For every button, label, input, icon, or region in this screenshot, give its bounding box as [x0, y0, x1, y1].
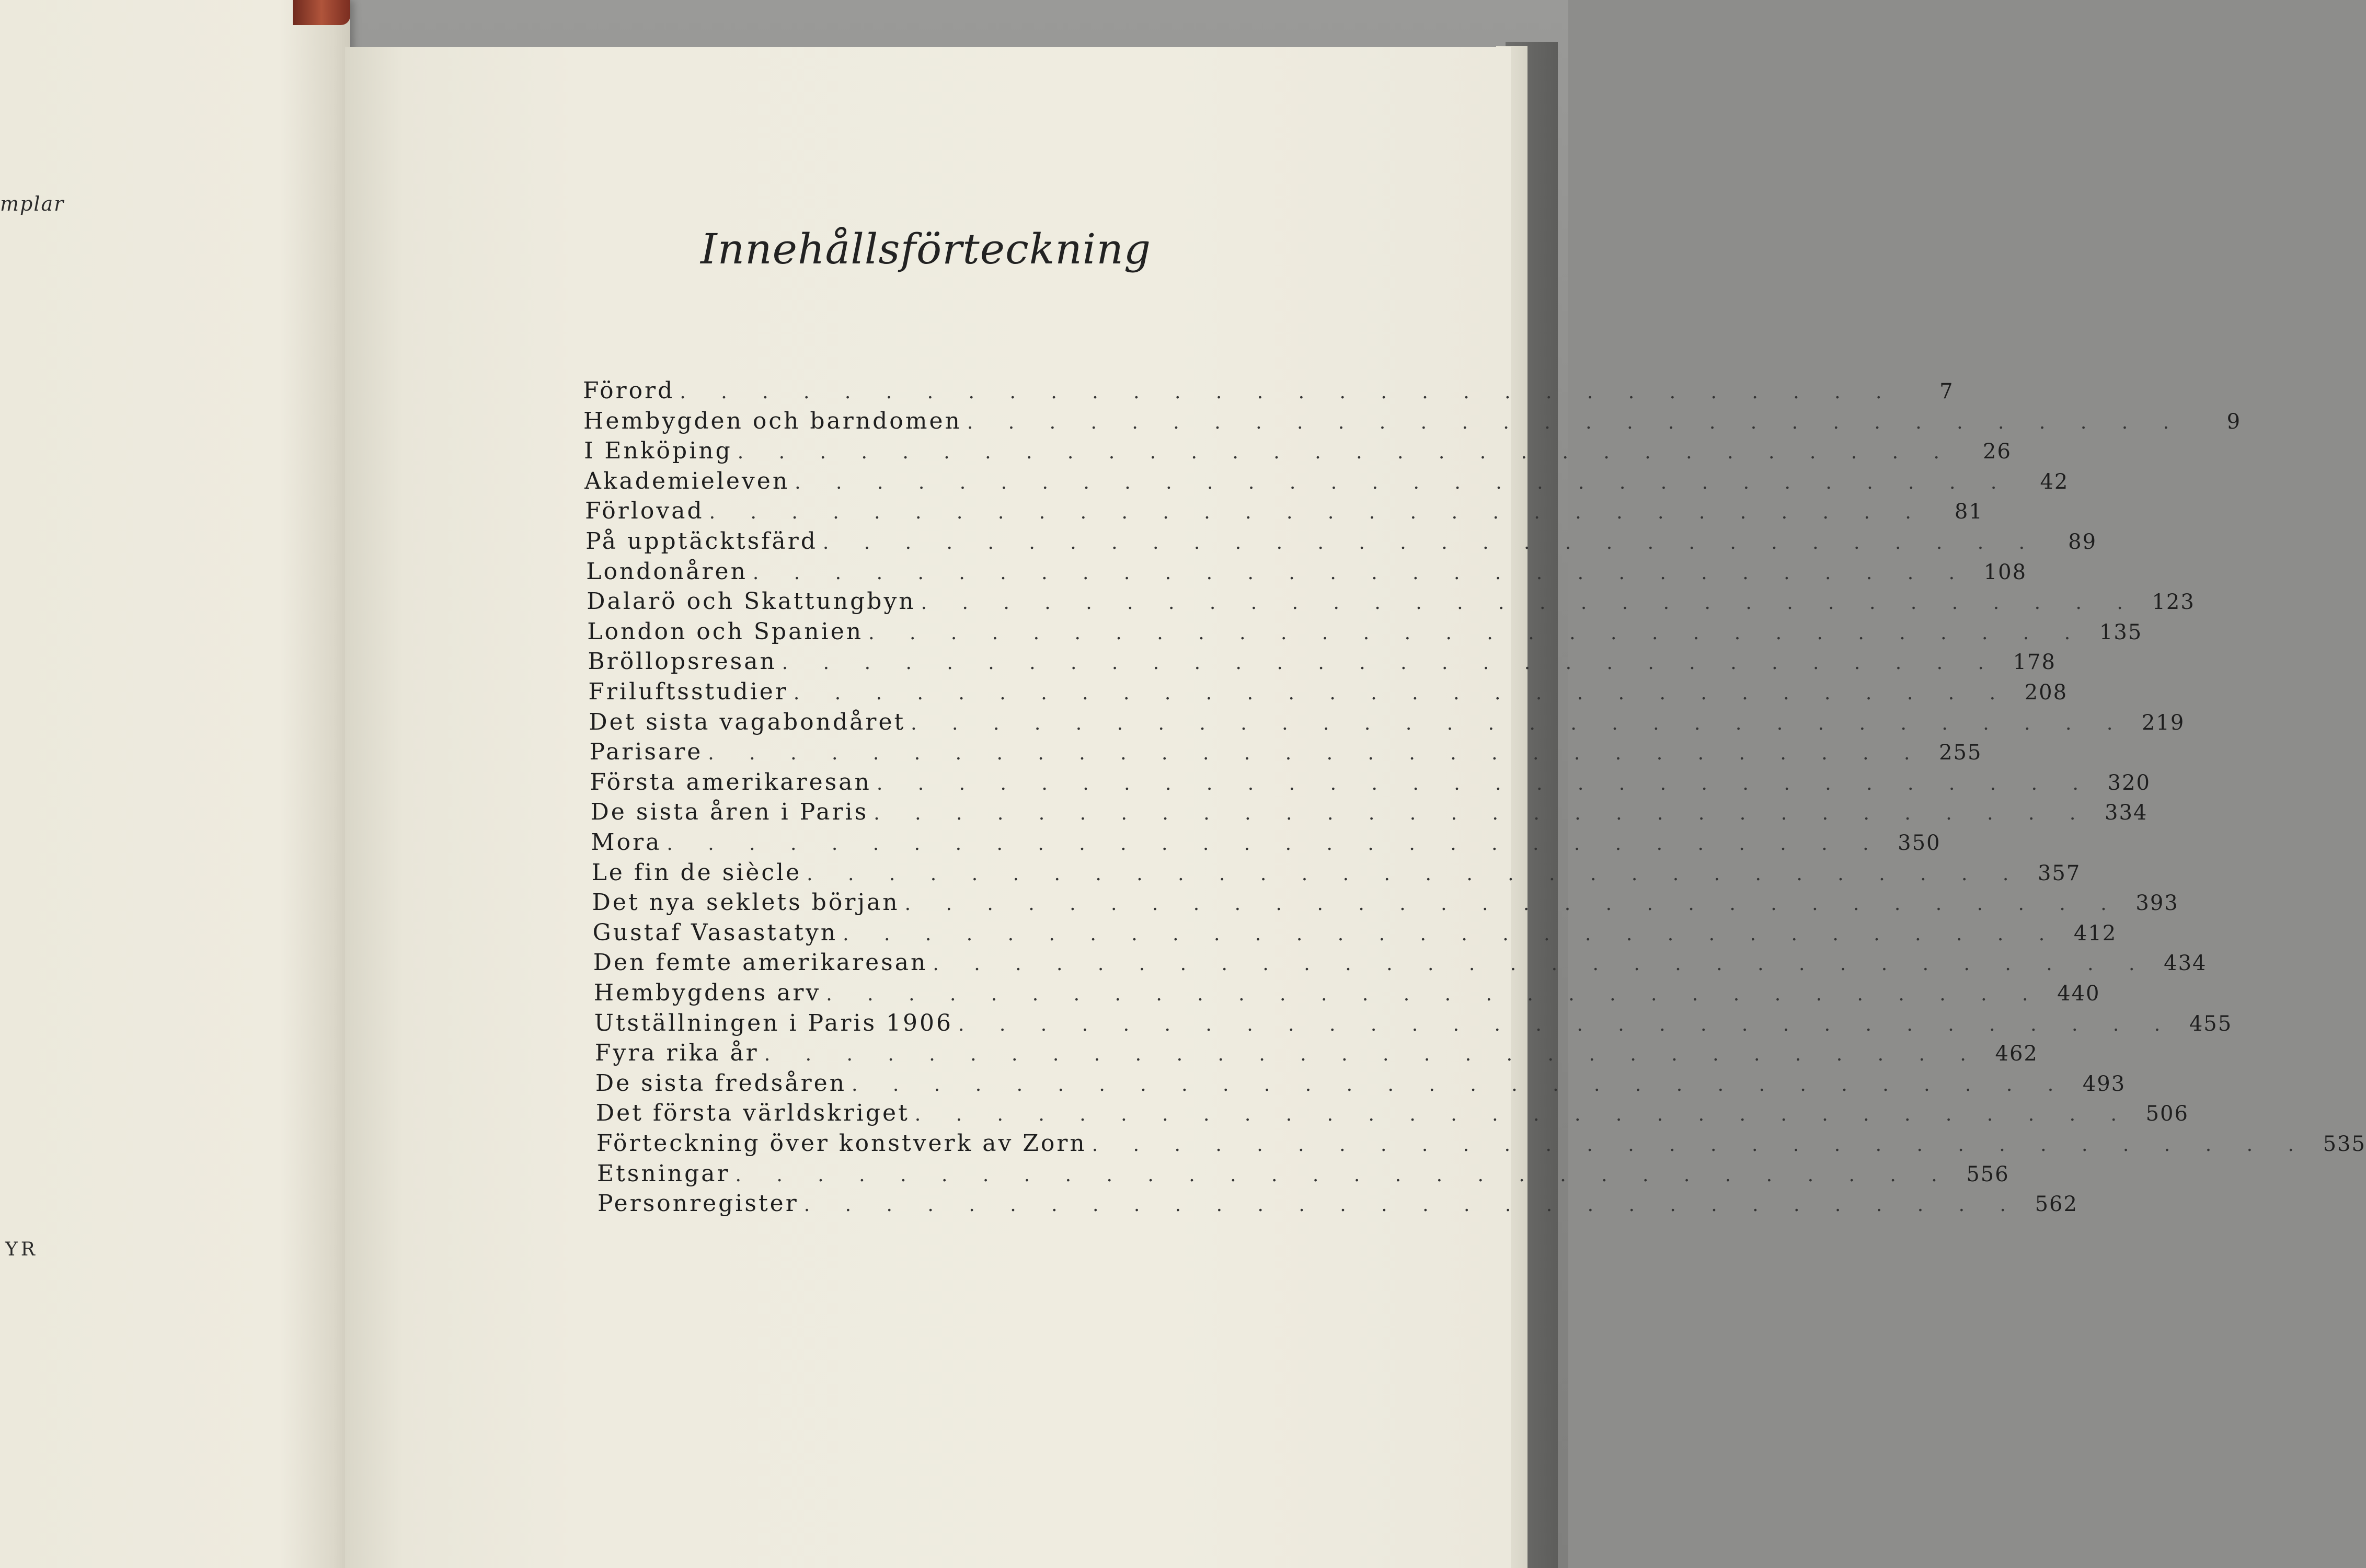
toc-entry-title: De sista fredsåren — [595, 1069, 847, 1097]
toc-dot-leader: . . . . . . . . . . . . . . . . . . . . . . . . . . . . . . — [793, 683, 2011, 704]
toc-entry — [585, 528, 2097, 557]
toc-entry-title: På upptäcktsfärd — [585, 528, 818, 555]
toc-entry-page-number: 320 — [2107, 770, 2151, 795]
toc-entry — [585, 498, 1983, 527]
toc-dot-leader: . . . . . . . . . . . . . . . . . . . . . . . . . . . . . . — [803, 1194, 2020, 1216]
toc-entry — [586, 558, 2027, 587]
toc-entry — [590, 799, 2148, 828]
toc-entry-page-number: 7 — [1939, 379, 1954, 403]
toc-entry — [592, 889, 2179, 918]
toc-entry-page-number: 455 — [2189, 1011, 2233, 1036]
toc-entry-title: Utställningen i Paris 1906 — [594, 1009, 954, 1036]
toc-entry-title: Det nya seklets början — [592, 889, 900, 916]
toc-dot-leader: . . . . . . . . . . . . . . . . . . . . . . . . . . . . . . — [914, 1104, 2131, 1126]
toc-entry-page-number: 26 — [1983, 440, 2012, 464]
toc-entry-title: Le fin de siècle — [591, 859, 802, 886]
toc-dot-leader: . . . . . . . . . . . . . . . . . . . . . . . . . . . . . . — [795, 471, 2012, 493]
toc-entry-title: Förord — [583, 377, 675, 404]
toc-entry — [587, 618, 2143, 648]
toc-entry — [598, 1190, 2078, 1219]
toc-entry — [593, 949, 2207, 978]
left-page-italic-text: mplar — [0, 192, 65, 215]
toc-entry — [583, 407, 2242, 437]
toc-entry-page-number: 462 — [1995, 1042, 2038, 1066]
toc-entry-page-number: 412 — [2073, 921, 2117, 946]
toc-entry — [584, 467, 2069, 497]
toc-entry-page-number: 334 — [2105, 801, 2148, 825]
toc-entry-page-number: 208 — [2024, 681, 2068, 705]
toc-entry-title: Personregister — [598, 1190, 799, 1217]
toc-dot-leader: . . . . . . . . . . . . . . . . . . . . . . . . . . . . . . — [868, 622, 2085, 644]
toc-entry-title: London och Spanien — [587, 618, 864, 645]
toc-entry-title: De sista åren i Paris — [590, 799, 869, 826]
toc-dot-leader: . . . . . . . . . . . . . . . . . . . . . . . . . . . . . . — [1092, 1134, 2308, 1156]
toc-dot-leader: . . . . . . . . . . . . . . . . . . . . . . . . . . . . . . — [822, 532, 2040, 554]
toc-dot-leader: . . . . . . . . . . . . . . . . . . . . . . . . . . . . . . — [911, 712, 2128, 734]
toc-entry-title: Det första världskriget — [595, 1100, 910, 1127]
toc-entry-page-number: 556 — [1966, 1162, 2009, 1186]
toc-dot-leader: . . . . . . . . . . . . . . . . . . . . . . . . . . . . . . — [764, 1044, 1981, 1066]
toc-entry-title: Parisare — [589, 739, 703, 766]
toc-entry — [588, 678, 2068, 708]
toc-entry — [594, 1009, 2233, 1039]
toc-entry-page-number: 135 — [2099, 620, 2143, 644]
toc-entry-title: Gustaf Vasastatyn — [592, 919, 838, 946]
toc-entry-title: I Enköping — [584, 437, 732, 465]
toc-entry — [590, 768, 2151, 798]
toc-entry-title: Hembygden och barndomen — [583, 407, 962, 434]
toc-entry-page-number: 178 — [2013, 650, 2056, 675]
toc-entry — [591, 829, 1941, 858]
toc-entry-title: Första amerikaresan — [590, 768, 871, 795]
toc-dot-leader: . . . . . . . . . . . . . . . . . . . . . . . . . . . . . . — [876, 773, 2093, 794]
toc-dot-leader: . . . . . . . . . . . . . . . . . . . . . . . . . . . . . . — [826, 984, 2043, 1005]
toc-dot-leader: . . . . . . . . . . . . . . . . . . . . . . . . . . . . . . — [933, 953, 2150, 975]
toc-entry-title: Friluftsstudier — [588, 678, 788, 705]
toc-entry-title: Londonåren — [586, 558, 748, 585]
page-title: Innehållsförteckning — [700, 225, 1152, 273]
toc-entry-title: Bröllopsresan — [588, 648, 777, 675]
toc-entry-page-number: 108 — [1983, 560, 2027, 584]
toc-entry — [593, 979, 2100, 1009]
toc-entry-page-number: 350 — [1898, 831, 1941, 855]
toc-entry — [592, 919, 2117, 949]
toc-entry-title: Det sista vagabondåret — [589, 708, 906, 735]
toc-dot-leader: . . . . . . . . . . . . . . . . . . . . . . . . . . . . . . — [680, 382, 1897, 403]
toc-entry-title: Förlovad — [585, 498, 704, 525]
toc-entry-page-number: 562 — [2035, 1192, 2078, 1217]
toc-entry-title: Hembygdens arv — [593, 979, 821, 1006]
toc-dot-leader: . . . . . . . . . . . . . . . . . . . . . . . . . . . . . . — [874, 803, 2091, 825]
toc-entry — [584, 437, 2012, 467]
toc-entry — [596, 1160, 2009, 1190]
toc-entry-page-number: 123 — [2152, 590, 2195, 615]
toc-entry-page-number: 42 — [2040, 469, 2069, 494]
toc-dot-leader: . . . . . . . . . . . . . . . . . . . . . . . . . . . . . . — [904, 893, 2121, 915]
toc-entry-page-number: 434 — [2164, 951, 2207, 976]
toc-entry-page-number: 357 — [2037, 861, 2081, 885]
toc-entry-page-number: 493 — [2082, 1071, 2126, 1096]
toc-entry-title: Den femte amerikaresan — [593, 949, 928, 976]
toc-entry — [591, 859, 2081, 889]
toc-entry-title: Akademieleven — [584, 467, 790, 494]
toc-entry-title: Fyra rika år — [594, 1040, 759, 1067]
toc-dot-leader: . . . . . . . . . . . . . . . . . . . . . . . . . . . . . . — [958, 1013, 2175, 1035]
toc-entry-page-number: 535 — [2323, 1132, 2366, 1156]
toc-dot-leader: . . . . . . . . . . . . . . . . . . . . . . . . . . . . . . — [807, 863, 2024, 885]
toc-dot-leader: . . . . . . . . . . . . . . . . . . . . . . . . . . . . . . — [709, 502, 1926, 524]
toc-dot-leader: . . . . . . . . . . . . . . . . . . . . . . . . . . . . . . — [735, 1164, 1952, 1186]
toc-entry-title: Mora — [591, 829, 662, 856]
toc-entry — [596, 1130, 2366, 1159]
toc-entry-page-number: 255 — [1939, 741, 1982, 765]
toc-entry-page-number: 393 — [2135, 891, 2179, 916]
toc-dot-leader: . . . . . . . . . . . . . . . . . . . . . . . . . . . . . . — [967, 411, 2184, 433]
toc-entry-title: Etsningar — [596, 1160, 730, 1187]
toc-entry-page-number: 89 — [2068, 530, 2097, 554]
toc-entry — [589, 708, 2185, 738]
toc-entry — [587, 588, 2195, 617]
left-page-caps-text: YR — [5, 1239, 38, 1260]
toc-entry-page-number: 81 — [1954, 500, 1983, 524]
toc-dot-leader: . . . . . . . . . . . . . . . . . . . . . . . . . . . . . . — [737, 442, 1954, 464]
toc-dot-leader: . . . . . . . . . . . . . . . . . . . . . . . . . . . . . . — [843, 923, 2060, 945]
toc-entry-page-number: 440 — [2057, 982, 2100, 1006]
toc-entry — [595, 1100, 2189, 1129]
toc-entry-page-number: 506 — [2145, 1102, 2189, 1126]
toc-entry-title: Dalarö och Skattungbyn — [587, 588, 916, 615]
toc-entry-page-number: 219 — [2141, 710, 2185, 735]
toc-entry — [594, 1040, 2038, 1069]
toc-dot-leader: . . . . . . . . . . . . . . . . . . . . . . . . . . . . . . — [782, 652, 1999, 674]
toc-dot-leader: . . . . . . . . . . . . . . . . . . . . . . . . . . . . . . — [708, 743, 1925, 765]
toc-entry — [595, 1069, 2126, 1099]
toc-entry — [588, 648, 2056, 677]
toc-dot-leader: . . . . . . . . . . . . . . . . . . . . . . . . . . . . . . — [667, 833, 1883, 855]
toc-entry-title: Förteckning över konstverk av Zorn — [596, 1130, 1087, 1157]
toc-entry — [589, 739, 1982, 768]
toc-entry-page-number: 9 — [2226, 409, 2242, 434]
toc-dot-leader: . . . . . . . . . . . . . . . . . . . . . . . . . . . . . . — [852, 1074, 2069, 1096]
toc-dot-leader: . . . . . . . . . . . . . . . . . . . . . . . . . . . . . . — [752, 562, 1970, 584]
toc-dot-leader: . . . . . . . . . . . . . . . . . . . . . . . . . . . . . . — [921, 592, 2138, 614]
toc-entry — [583, 377, 1954, 407]
